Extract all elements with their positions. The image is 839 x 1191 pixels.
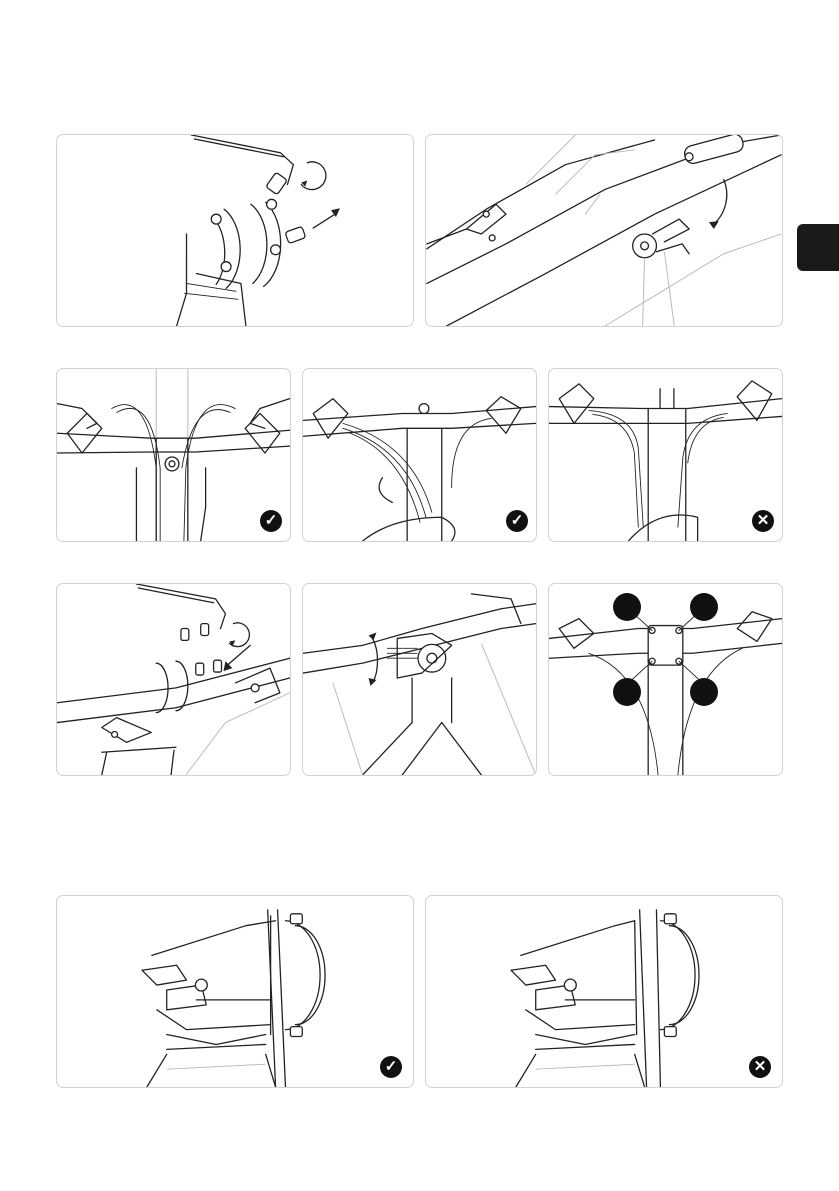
figure-faceplate-gap-even [56,895,414,1088]
figure-handlebar-rotation [302,583,537,776]
figure-cable-routing-c [548,368,783,542]
figure-faceplate-gap-uneven [425,895,783,1088]
x-circle-icon: ✕ [749,1056,771,1078]
marker-4 [690,678,718,706]
figure-stem-faceplate-removal [56,134,414,327]
section-tab [797,224,839,271]
figure-cable-routing-b [302,368,537,542]
check-circle-icon: ✓ [506,510,528,532]
marker-3 [613,678,641,706]
x-circle-icon: ✕ [752,510,774,532]
check-circle-icon: ✓ [380,1056,402,1078]
figure-remove-handlebar [425,134,783,327]
marker-2 [690,593,718,621]
figure-tightening-order [548,583,783,776]
figure-faceplate-bolts [56,583,291,776]
figure-cable-routing-a [56,368,291,542]
check-circle-icon: ✓ [260,510,282,532]
marker-1 [613,593,641,621]
